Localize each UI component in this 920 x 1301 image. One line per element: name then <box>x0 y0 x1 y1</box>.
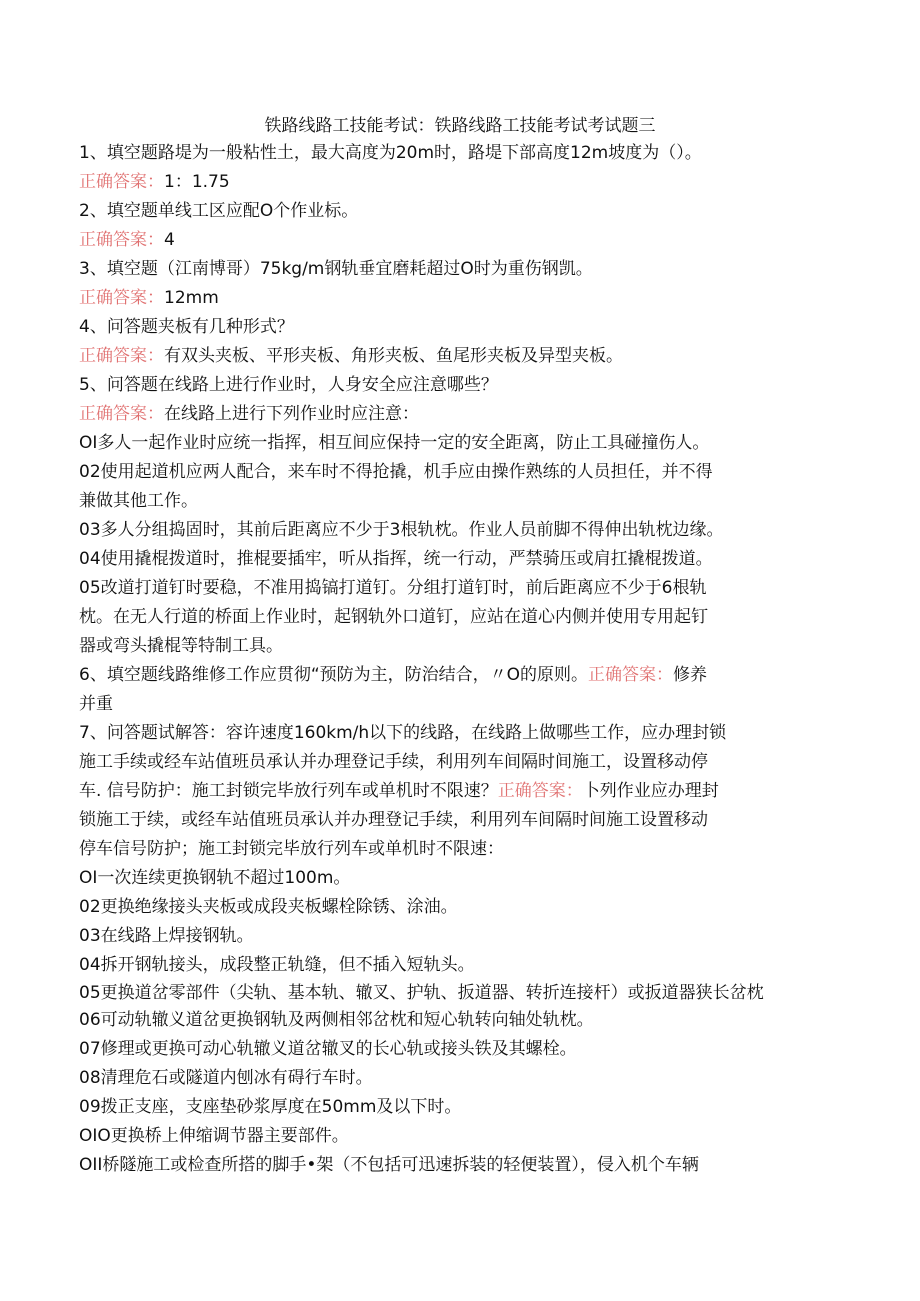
question-7-continued: 施工手续或经车站值班员承认并办理登记手续，利用列车间隔时间施工，设置移动停 <box>79 752 708 772</box>
answer-2 <box>79 227 841 253</box>
list-item: 04拆开钢轨接头，成段整正轨缝，但不插入短轨头。 <box>79 955 475 975</box>
answer-text: 在线路上进行下列作业时应注意： <box>164 404 419 424</box>
answer-text: 有双头夹板、平形夹板、角形夹板、鱼尾形夹板及异型夹板。 <box>164 346 623 366</box>
answer-3 <box>79 285 841 311</box>
list-item: 08清理危石或隧道内刨冰有碍行车时。 <box>79 1068 373 1088</box>
answer-label: 正确答案： <box>79 172 164 192</box>
list-item: OI多人一起作业时应统一指挥，相互间应保持一定的安全距离，防止工具碰撞伤人。 <box>79 433 710 453</box>
question-text: 6、填空题线路维修工作应贯彻“预防为主，防治结合，〃O的原则。 <box>79 665 589 685</box>
answer-5 <box>79 401 841 427</box>
answer-label: 正确答案： <box>79 404 164 424</box>
answer-text: 4 <box>164 230 175 250</box>
answer-text: 卜列作业应办理封 <box>582 781 719 801</box>
answer-label: 正确答案： <box>79 288 164 308</box>
answer-label: 正确答案： <box>79 230 164 250</box>
answer-6-continued: 并重 <box>79 694 113 714</box>
list-item: 02使用起道机应两人配合，来车时不得抢撬，机手应由操作熟练的人员担任，并不得 <box>79 462 713 482</box>
list-item: 05更换道岔零部件（尖轨、基本轨、辙叉、护轨、扳道器、转折连接杆）或扳道器狭长岔枕 <box>79 983 764 1003</box>
list-item: OII桥隧施工或检查所搭的脚手•架（不包括可迅速拆装的轻便装置），侵入机个车辆 <box>79 1155 699 1175</box>
answer-text: 12mm <box>164 288 219 308</box>
list-item: 05改道打道钉时要稳，不准用捣镐打道钉。分组打道钉时，前后距离应不少于6根轨 <box>79 578 707 598</box>
list-item: 04使用撬棍拨道时，推棍要插牢，听从指挥，统一行动，严禁骑压或肩扛撬棍拨道。 <box>79 549 713 569</box>
answer-1 <box>79 169 841 195</box>
question-7-with-answer <box>79 778 841 804</box>
answer-label: 正确答案： <box>497 781 583 801</box>
list-item-continued: 兼做其他工作。 <box>79 491 198 511</box>
list-item-continued: 枕。在无人行道的桥面上作业时，起钢轨外口道钉，应站在道心内侧并使用专用起钉 <box>79 607 708 627</box>
list-item: 07修理或更换可动心轨辙义道岔辙叉的长心轨或接头铁及其螺栓。 <box>79 1039 577 1059</box>
question-7: 7、问答题试解答：容许速度160km∕h以下的线路，在线路上做哪些工作，应办理封锁 <box>79 723 727 743</box>
question-4: 4、问答题夹板有几种形式？ <box>79 317 294 337</box>
list-item: 03在线路上焊接钢轨。 <box>79 926 254 946</box>
answer-text: 修养 <box>673 665 708 685</box>
question-6 <box>79 662 841 688</box>
answer-label: 正确答案： <box>588 665 674 685</box>
answer-4 <box>79 343 841 369</box>
page-title: 铁路线路工技能考试：铁路线路工技能考试考试题三 <box>264 116 656 136</box>
question-text: 车. 信号防护：施工封锁完毕放行列车或单机时不限速？ <box>79 781 498 801</box>
list-item: 09拨正支座，支座垫砂浆厚度在50mm及以下时。 <box>79 1097 462 1117</box>
answer-7-continued: 锁施工于续，或经车站值班员承认并办理登记手续，利用列车间隔时间施工设置移动 <box>79 810 708 830</box>
list-item: OI一次连续更换钢轨不超过100m。 <box>79 868 351 888</box>
answer-label: 正确答案： <box>79 346 164 366</box>
question-3: 3、填空题（江南博哥）75kg∕m钢轨垂宜磨耗超过O时为重伤钢凯。 <box>79 259 593 279</box>
list-item-continued: 器或弯头撬棍等特制工具。 <box>79 636 283 656</box>
list-item: 03多人分组捣固时，其前后距离应不少于3根轨枕。作业人员前脚不得伸出轨枕边缘。 <box>79 520 724 540</box>
document-body <box>79 140 841 1178</box>
list-item: 06可动轨辙义道岔更换钢轨及两侧相邻岔枕和短心轨转向轴处轨枕。 <box>79 1010 594 1030</box>
question-5: 5、问答题在线路上进行作业时，人身安全应注意哪些？ <box>79 375 498 395</box>
question-1: 1、填空题路堤为一般粘性土，最大高度为20m时，路堤下部高度12m坡度为（）。 <box>79 143 702 163</box>
list-item: OIO更换桥上伸缩调节器主要部件。 <box>79 1126 349 1146</box>
answer-text: 1：1.75 <box>164 172 230 192</box>
list-item: 02更换绝缘接头夹板或成段夹板螺栓除锈、涂油。 <box>79 897 458 917</box>
answer-7-continued: 停车信号防护；施工封锁完毕放行列车或单机时不限速： <box>79 839 504 859</box>
question-2: 2、填空题单线工区应配O个作业标。 <box>79 201 359 221</box>
